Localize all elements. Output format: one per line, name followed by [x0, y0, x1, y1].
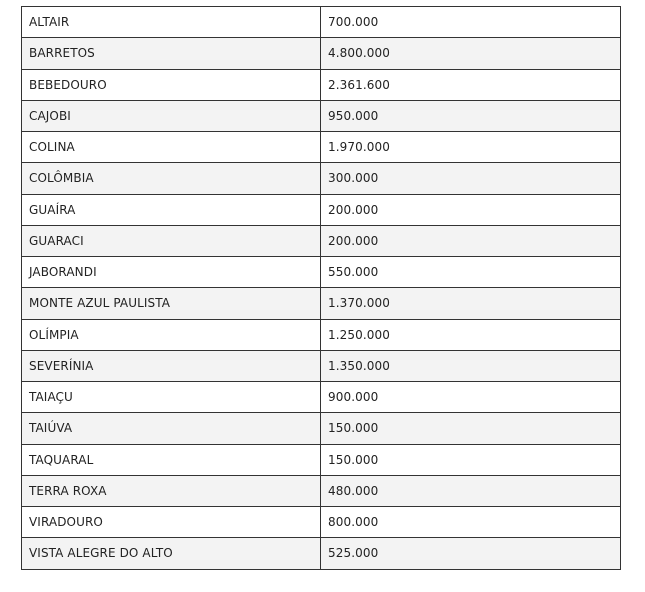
- table-row: [22, 132, 621, 163]
- table-row: [22, 538, 621, 569]
- municipality-cell: CAJOBI: [22, 100, 321, 131]
- table-row: [22, 38, 621, 69]
- municipality-cell: BEBEDOURO: [22, 69, 321, 100]
- value-cell: 480.000: [321, 475, 621, 506]
- municipality-cell: TERRA ROXA: [22, 475, 321, 506]
- table-row: [22, 288, 621, 319]
- municipality-cell: SEVERÍNIA: [22, 350, 321, 381]
- table-row: [22, 257, 621, 288]
- municipality-cell: COLÔMBIA: [22, 163, 321, 194]
- value-cell: 700.000: [321, 7, 621, 38]
- table-row: [22, 475, 621, 506]
- value-cell: 1.350.000: [321, 350, 621, 381]
- municipality-cell: VISTA ALEGRE DO ALTO: [22, 538, 321, 569]
- value-cell: 1.250.000: [321, 319, 621, 350]
- municipality-cell: COLINA: [22, 132, 321, 163]
- table-row: [22, 507, 621, 538]
- table-row: [22, 225, 621, 256]
- municipality-cell: TAIÚVA: [22, 413, 321, 444]
- table-row: [22, 194, 621, 225]
- value-cell: 200.000: [321, 194, 621, 225]
- value-cell: 2.361.600: [321, 69, 621, 100]
- municipality-cell: GUARACI: [22, 225, 321, 256]
- value-cell: 1.970.000: [321, 132, 621, 163]
- municipality-cell: OLÍMPIA: [22, 319, 321, 350]
- table-row: [22, 100, 621, 131]
- table-row: [22, 163, 621, 194]
- table-row: [22, 350, 621, 381]
- value-cell: 300.000: [321, 163, 621, 194]
- data-table-container: [21, 6, 620, 570]
- municipality-cell: TAQUARAL: [22, 444, 321, 475]
- municipality-cell: BARRETOS: [22, 38, 321, 69]
- value-cell: 200.000: [321, 225, 621, 256]
- municipality-cell: TAIAÇU: [22, 382, 321, 413]
- value-cell: 550.000: [321, 257, 621, 288]
- municipality-cell: VIRADOURO: [22, 507, 321, 538]
- table-row: [22, 7, 621, 38]
- municipality-cell: ALTAIR: [22, 7, 321, 38]
- value-cell: 150.000: [321, 444, 621, 475]
- municipality-values-table: [21, 6, 621, 570]
- municipality-cell: MONTE AZUL PAULISTA: [22, 288, 321, 319]
- table-row: [22, 382, 621, 413]
- value-cell: 525.000: [321, 538, 621, 569]
- value-cell: 800.000: [321, 507, 621, 538]
- municipality-cell: GUAÍRA: [22, 194, 321, 225]
- value-cell: 150.000: [321, 413, 621, 444]
- value-cell: 1.370.000: [321, 288, 621, 319]
- table-row: [22, 319, 621, 350]
- value-cell: 950.000: [321, 100, 621, 131]
- value-cell: 900.000: [321, 382, 621, 413]
- municipality-cell: JABORANDI: [22, 257, 321, 288]
- table-row: [22, 69, 621, 100]
- table-row: [22, 413, 621, 444]
- value-cell: 4.800.000: [321, 38, 621, 69]
- table-row: [22, 444, 621, 475]
